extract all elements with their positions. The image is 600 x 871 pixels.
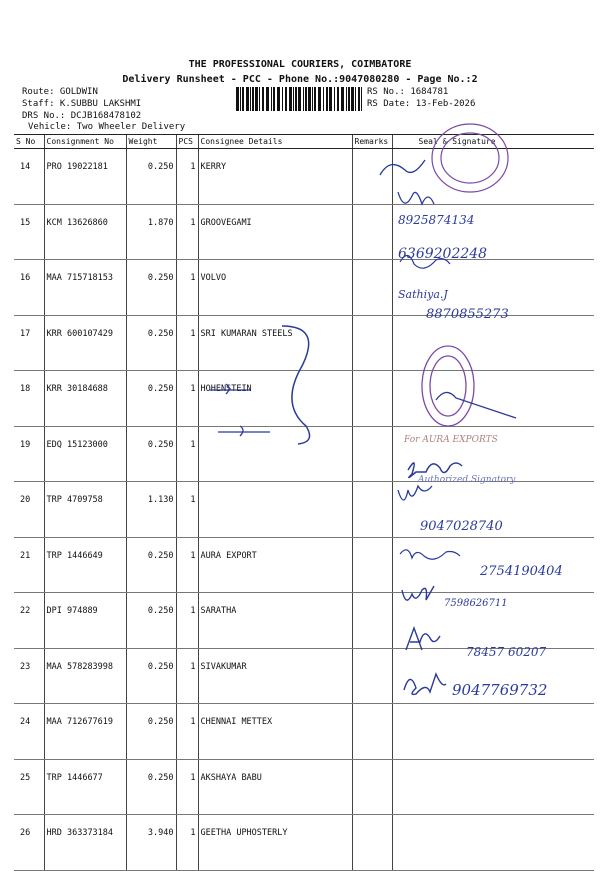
barcode-bar — [293, 87, 294, 111]
cell-sno: 17 — [14, 315, 44, 371]
company-title: THE PROFESSIONAL COURIERS, COIMBATORE — [188, 59, 412, 70]
table-row — [14, 426, 594, 482]
cell-seal — [392, 537, 594, 593]
hw-phone-25: 78457 60207 — [466, 645, 547, 659]
cell-consignee: CHENNAI METTEX — [198, 704, 352, 760]
cell-consignee: KERRY — [198, 149, 352, 205]
cell-remarks — [352, 149, 392, 205]
cell-remarks — [352, 537, 392, 593]
barcode-bar — [262, 87, 264, 111]
hw-aura-stamp: For AURA EXPORTS — [404, 435, 498, 445]
table-row — [14, 315, 594, 371]
barcode-bar — [348, 87, 350, 111]
cell-weight: 1.130 — [126, 482, 176, 538]
cell-pcs: 1 — [176, 371, 198, 427]
barcode-bar — [259, 87, 260, 111]
table-row — [14, 593, 594, 649]
rs-number: RS No.: 1684781 — [367, 87, 449, 97]
col-sno: S No — [14, 135, 44, 149]
cell-sno: 19 — [14, 426, 44, 482]
cell-seal — [392, 426, 594, 482]
hw-aura-sig: Authorized Signatory — [418, 475, 516, 485]
barcode-bar — [295, 87, 297, 111]
barcode-bar — [246, 87, 249, 111]
cell-consignment: KCM 13626860 — [44, 204, 126, 260]
cell-seal — [392, 149, 594, 205]
barcode-bar — [303, 87, 304, 111]
table-header-row — [14, 135, 594, 149]
col-pcs: PCS — [176, 135, 198, 149]
cell-weight: 0.250 — [126, 759, 176, 815]
cell-consignee: SRI KUMARAN STEELS — [198, 315, 352, 371]
barcode-bar — [271, 87, 272, 111]
cell-weight: 0.250 — [126, 704, 176, 760]
table-row — [14, 815, 594, 871]
col-consignment: Consignment No — [44, 135, 126, 149]
table-row — [14, 371, 594, 427]
rs-date: RS Date: 13-Feb-2026 — [367, 99, 476, 109]
barcode-bar — [318, 87, 321, 111]
cell-weight: 0.250 — [126, 315, 176, 371]
col-remarks: Remarks — [352, 135, 392, 149]
cell-weight: 0.250 — [126, 260, 176, 316]
barcode-bar — [361, 87, 362, 111]
hw-phone-17: 8870855273 — [426, 307, 509, 322]
cell-remarks — [352, 371, 392, 427]
barcode-bar — [308, 87, 311, 111]
cell-seal — [392, 371, 594, 427]
cell-sno: 25 — [14, 759, 44, 815]
cell-seal — [392, 260, 594, 316]
barcode-bar — [323, 87, 324, 111]
cell-pcs: 1 — [176, 815, 198, 871]
table-row — [14, 648, 594, 704]
cell-seal — [392, 704, 594, 760]
cell-consignment: TRP 1446677 — [44, 759, 126, 815]
barcode-bar — [285, 87, 287, 111]
barcode-bar — [250, 87, 251, 111]
hw-phone-24: 7598626711 — [444, 598, 508, 609]
cell-consignee: GEETHA UPHOSTERLY — [198, 815, 352, 871]
cell-weight: 0.250 — [126, 593, 176, 649]
cell-sno: 22 — [14, 593, 44, 649]
cell-seal — [392, 204, 594, 260]
table-row — [14, 260, 594, 316]
hw-phone-22: 9047028740 — [420, 519, 503, 534]
col-weight: Weight — [126, 135, 176, 149]
cell-consignment: MAA 578283998 — [44, 648, 126, 704]
cell-sno: 23 — [14, 648, 44, 704]
barcode-bar — [240, 87, 241, 111]
barcode-bar — [273, 87, 275, 111]
barcode-bar — [236, 87, 239, 111]
cell-seal — [392, 482, 594, 538]
barcode-bar — [255, 87, 258, 111]
cell-consignment: KRR 30184688 — [44, 371, 126, 427]
barcode-bar — [289, 87, 292, 111]
cell-consignee: HOHENSTEIN — [198, 371, 352, 427]
cell-pcs: 1 — [176, 482, 198, 538]
hw-phone-16: 6369202248 — [398, 246, 488, 262]
cell-consignee: GROOVEGAMI — [198, 204, 352, 260]
col-seal: Seal & Signature — [392, 135, 594, 149]
cell-seal — [392, 593, 594, 649]
barcode — [236, 87, 362, 111]
cell-consignee: AURA EXPORT — [198, 537, 352, 593]
table-row — [14, 537, 594, 593]
cell-pcs: 1 — [176, 315, 198, 371]
cell-consignment: PRO 19022181 — [44, 149, 126, 205]
cell-weight: 0.250 — [126, 426, 176, 482]
table-row — [14, 482, 594, 538]
cell-pcs: 1 — [176, 704, 198, 760]
barcode-bar — [334, 87, 335, 111]
barcode-bar — [355, 87, 356, 111]
cell-consignee: SARATHA — [198, 593, 352, 649]
route-label: Route: GOLDWIN — [22, 87, 98, 97]
cell-seal — [392, 648, 594, 704]
cell-seal — [392, 759, 594, 815]
barcode-bar — [329, 87, 332, 111]
cell-pcs: 1 — [176, 426, 198, 482]
cell-weight: 0.250 — [126, 149, 176, 205]
cell-sno: 26 — [14, 815, 44, 871]
cell-pcs: 1 — [176, 537, 198, 593]
barcode-bar — [305, 87, 307, 111]
staff-label: Staff: K.SUBBU LAKSHMI — [22, 99, 142, 109]
cell-consignment: TRP 4709758 — [44, 482, 126, 538]
cell-weight: 0.250 — [126, 648, 176, 704]
barcode-bar — [341, 87, 344, 111]
barcode-bar — [337, 87, 339, 111]
cell-consignee: SIVAKUMAR — [198, 648, 352, 704]
barcode-bar — [298, 87, 301, 111]
cell-consignment: KRR 600107429 — [44, 315, 126, 371]
table-row — [14, 149, 594, 205]
cell-consignment: MAA 712677619 — [44, 704, 126, 760]
cell-pcs: 1 — [176, 593, 198, 649]
cell-remarks — [352, 704, 392, 760]
cell-remarks — [352, 204, 392, 260]
cell-sno: 18 — [14, 371, 44, 427]
hw-phone-26: 9047769732 — [452, 681, 548, 699]
cell-consignee — [198, 482, 352, 538]
cell-consignment: MAA 715718153 — [44, 260, 126, 316]
table-row — [14, 704, 594, 760]
col-consignee: Consignee Details — [198, 135, 352, 149]
cell-remarks — [352, 426, 392, 482]
cell-consignment: DPI 974889 — [44, 593, 126, 649]
cell-consignee: VOLVO — [198, 260, 352, 316]
table-row — [14, 759, 594, 815]
cell-weight: 0.250 — [126, 371, 176, 427]
barcode-bar — [277, 87, 280, 111]
cell-sno: 20 — [14, 482, 44, 538]
cell-remarks — [352, 648, 392, 704]
cell-consignee: AKSHAYA BABU — [198, 759, 352, 815]
cell-remarks — [352, 593, 392, 649]
cell-consignee — [198, 426, 352, 482]
cell-sno: 24 — [14, 704, 44, 760]
cell-pcs: 1 — [176, 204, 198, 260]
cell-weight: 0.250 — [126, 537, 176, 593]
barcode-bar — [346, 87, 347, 111]
barcode-bar — [351, 87, 354, 111]
cell-consignment: TRP 1446649 — [44, 537, 126, 593]
cell-seal — [392, 315, 594, 371]
cell-consignment: HRD 363373184 — [44, 815, 126, 871]
cell-remarks — [352, 260, 392, 316]
cell-sno: 21 — [14, 537, 44, 593]
hw-name-17: Sathiya.J — [398, 288, 448, 301]
barcode-bar — [242, 87, 244, 111]
barcode-bar — [314, 87, 316, 111]
cell-sno: 15 — [14, 204, 44, 260]
runsheet-table — [14, 134, 594, 871]
vehicle-label: Vehicle: Two Wheeler Delivery — [28, 122, 186, 132]
cell-pcs: 1 — [176, 648, 198, 704]
drs-label: DRS No.: DCJB168478102 — [22, 111, 142, 121]
cell-remarks — [352, 482, 392, 538]
cell-pcs: 1 — [176, 759, 198, 815]
cell-remarks — [352, 759, 392, 815]
cell-weight: 1.870 — [126, 204, 176, 260]
cell-seal — [392, 815, 594, 871]
barcode-bar — [266, 87, 269, 111]
cell-remarks — [352, 815, 392, 871]
table-row — [14, 204, 594, 260]
hw-phone-23: 2754190404 — [480, 564, 563, 579]
barcode-bar — [282, 87, 283, 111]
runsheet-title: Delivery Runsheet - PCC - Phone No.:9047080280 - Page No.:2 — [122, 74, 478, 85]
barcode-bar — [312, 87, 313, 111]
cell-consignment: EDQ 15123000 — [44, 426, 126, 482]
cell-weight: 3.940 — [126, 815, 176, 871]
hw-phone-15: 8925874134 — [398, 213, 475, 227]
cell-sno: 14 — [14, 149, 44, 205]
barcode-bar — [252, 87, 254, 111]
barcode-bar — [326, 87, 328, 111]
cell-remarks — [352, 315, 392, 371]
cell-pcs: 1 — [176, 260, 198, 316]
cell-pcs: 1 — [176, 149, 198, 205]
cell-sno: 16 — [14, 260, 44, 316]
barcode-bar — [358, 87, 360, 111]
